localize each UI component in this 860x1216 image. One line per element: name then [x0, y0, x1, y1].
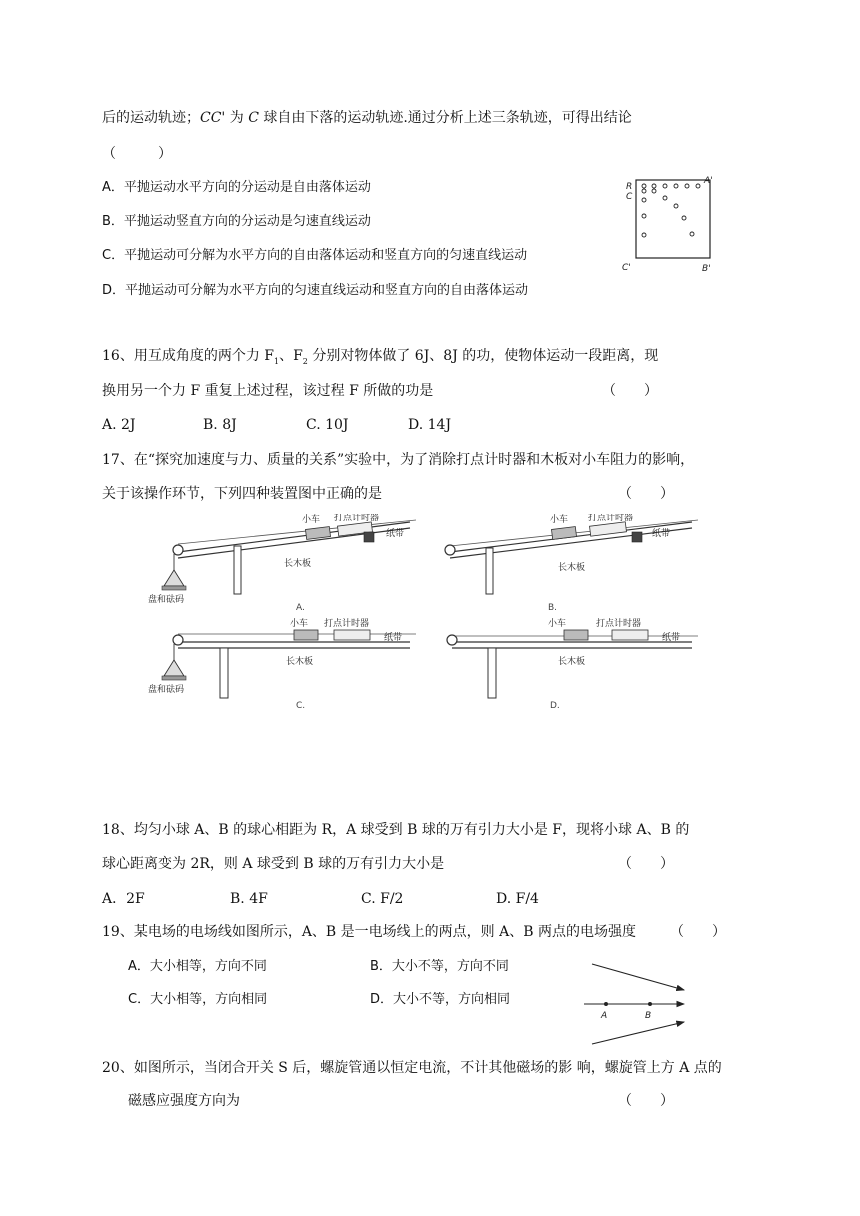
q19-point-b-dot	[648, 1002, 652, 1006]
q17b-car-label: 小车	[550, 515, 569, 525]
q19-field-line-top	[592, 964, 684, 990]
q20-line1: 20、如图所示，当闭合开关 S 后，螺旋管通以恒定电流，不计其他磁场的影 响，螺旋管上方 A 点的	[102, 1060, 722, 1076]
q15-option-c: C．平抛运动可分解为水平方向的自由落体运动和竖直方向的匀速直线运动	[102, 248, 528, 263]
q18-option-d: D. F/4	[496, 891, 539, 907]
q15-label-r: R	[626, 182, 633, 192]
q17b-tape-label: 纸带	[652, 529, 671, 539]
q17-figure-b	[430, 514, 710, 614]
q17c-tape-label: 纸带	[384, 633, 403, 643]
q16-option-d: D. 14J	[408, 417, 452, 433]
q15-option-b: B．平抛运动竖直方向的分运动是匀速直线运动	[102, 214, 371, 229]
q17-figure-c	[148, 612, 428, 712]
q17a-tape-label: 纸带	[386, 529, 405, 539]
q15-label-b-prime: B'	[702, 264, 711, 274]
q17b-caption: B.	[548, 603, 558, 613]
q19-point-b-label: B	[645, 1011, 652, 1021]
q16-line2: 换用另一个力 F 重复上述过程，该过程 F 所做的功是	[102, 383, 434, 399]
q19-field-figure	[584, 952, 694, 1052]
q19-field-line-bottom	[592, 1022, 684, 1044]
q17-figure-d	[430, 612, 710, 712]
q17d-tape-label: 纸带	[662, 633, 681, 643]
q18-option-a: A．2F	[102, 891, 145, 907]
q19-answer-paren: （ ）	[670, 924, 726, 940]
q16-answer-paren: （ ）	[602, 383, 658, 399]
q19-option-c: C．大小相等，方向相同	[128, 992, 268, 1007]
q17a-weights-label: 盘和砝码	[148, 595, 185, 605]
q19-point-a-label: A	[601, 1011, 608, 1021]
q15-option-a: A．平抛运动水平方向的分运动是自由落体运动	[102, 180, 371, 195]
q17b-board-label: 长木板	[558, 563, 586, 573]
q18-option-b: B. 4F	[230, 891, 268, 907]
q15-trajectory-figure	[616, 172, 726, 280]
q18-line1: 18、均匀小球 A、B 的球心相距为 R，A 球受到 B 球的万有引力大小是 F，现将小球 A、B 的	[102, 822, 690, 838]
q17a-timer-label: 打点计时器	[334, 514, 380, 523]
q15-frame	[636, 180, 710, 258]
q19-option-b: B．大小不等，方向不同	[370, 959, 509, 974]
q19-line1: 19、某电场的电场线如图所示，A、B 是一电场线上的两点，则 A、B 两点的电场强度	[102, 924, 636, 940]
q15-line1: 后的运动轨迹；CC' 为 C 球自由下落的运动轨迹.通过分析上述三条轨迹，可得出结论	[102, 110, 632, 126]
q17-answer-paren: （ ）	[618, 486, 674, 502]
q16-option-c: C. 10J	[306, 417, 349, 433]
q15-option-d: D．平抛运动可分解为水平方向的匀速直线运动和竖直方向的自由落体运动	[102, 283, 529, 298]
q17a-car-label: 小车	[302, 515, 321, 525]
q18-line2: 球心距离变为 2R，则 A 球受到 B 球的万有引力大小是	[102, 856, 445, 872]
q17d-car-label: 小车	[548, 619, 567, 629]
q15-label-c-prime: C'	[622, 263, 631, 273]
q16-option-a: A. 2J	[102, 417, 136, 433]
q17-line2: 关于该操作环节，下列四种装置图中正确的是	[102, 486, 382, 502]
q17b-timer-label: 打点计时器	[588, 514, 634, 523]
q19-point-a-dot	[604, 1002, 608, 1006]
q17a-caption: A.	[296, 603, 305, 613]
q18-option-c: C. F/2	[361, 891, 404, 907]
q17d-board-label: 长木板	[558, 657, 586, 667]
q20-line2: 磁感应强度方向为	[128, 1093, 240, 1109]
q17c-car-label: 小车	[290, 619, 309, 629]
q19-option-a: A．大小相等，方向不同	[128, 959, 267, 974]
q17a-board-label: 长木板	[284, 559, 312, 569]
q19-option-d: D．大小不等，方向相同	[370, 992, 511, 1007]
q16-option-b: B. 8J	[203, 417, 237, 433]
q17d-caption: D.	[550, 701, 560, 711]
q20-answer-paren: （ ）	[618, 1093, 674, 1109]
q17c-weights-label: 盘和砝码	[148, 685, 185, 695]
q15-label-c: C	[626, 192, 633, 202]
q15-answer-paren: （ ）	[102, 146, 172, 162]
q17c-caption: C.	[296, 701, 306, 711]
q17c-board-label: 长木板	[286, 657, 314, 667]
q18-answer-paren: （ ）	[618, 856, 674, 872]
q17-figure-a	[148, 514, 428, 614]
q17d-timer-label: 打点计时器	[596, 619, 642, 629]
q15-label-a-prime: A'	[704, 176, 713, 186]
q17-line1: 17、在“探究加速度与力、质量的关系”实验中，为了消除打点计时器和木板对小车阻力的影响，	[102, 452, 695, 468]
q17c-timer-label: 打点计时器	[324, 619, 370, 629]
q16-line1: 16、用互成角度的两个力 $F_1$、$F_2$ 分别对物体做了 6J、8J 的功，使物体运动一段距离，现	[102, 348, 659, 366]
